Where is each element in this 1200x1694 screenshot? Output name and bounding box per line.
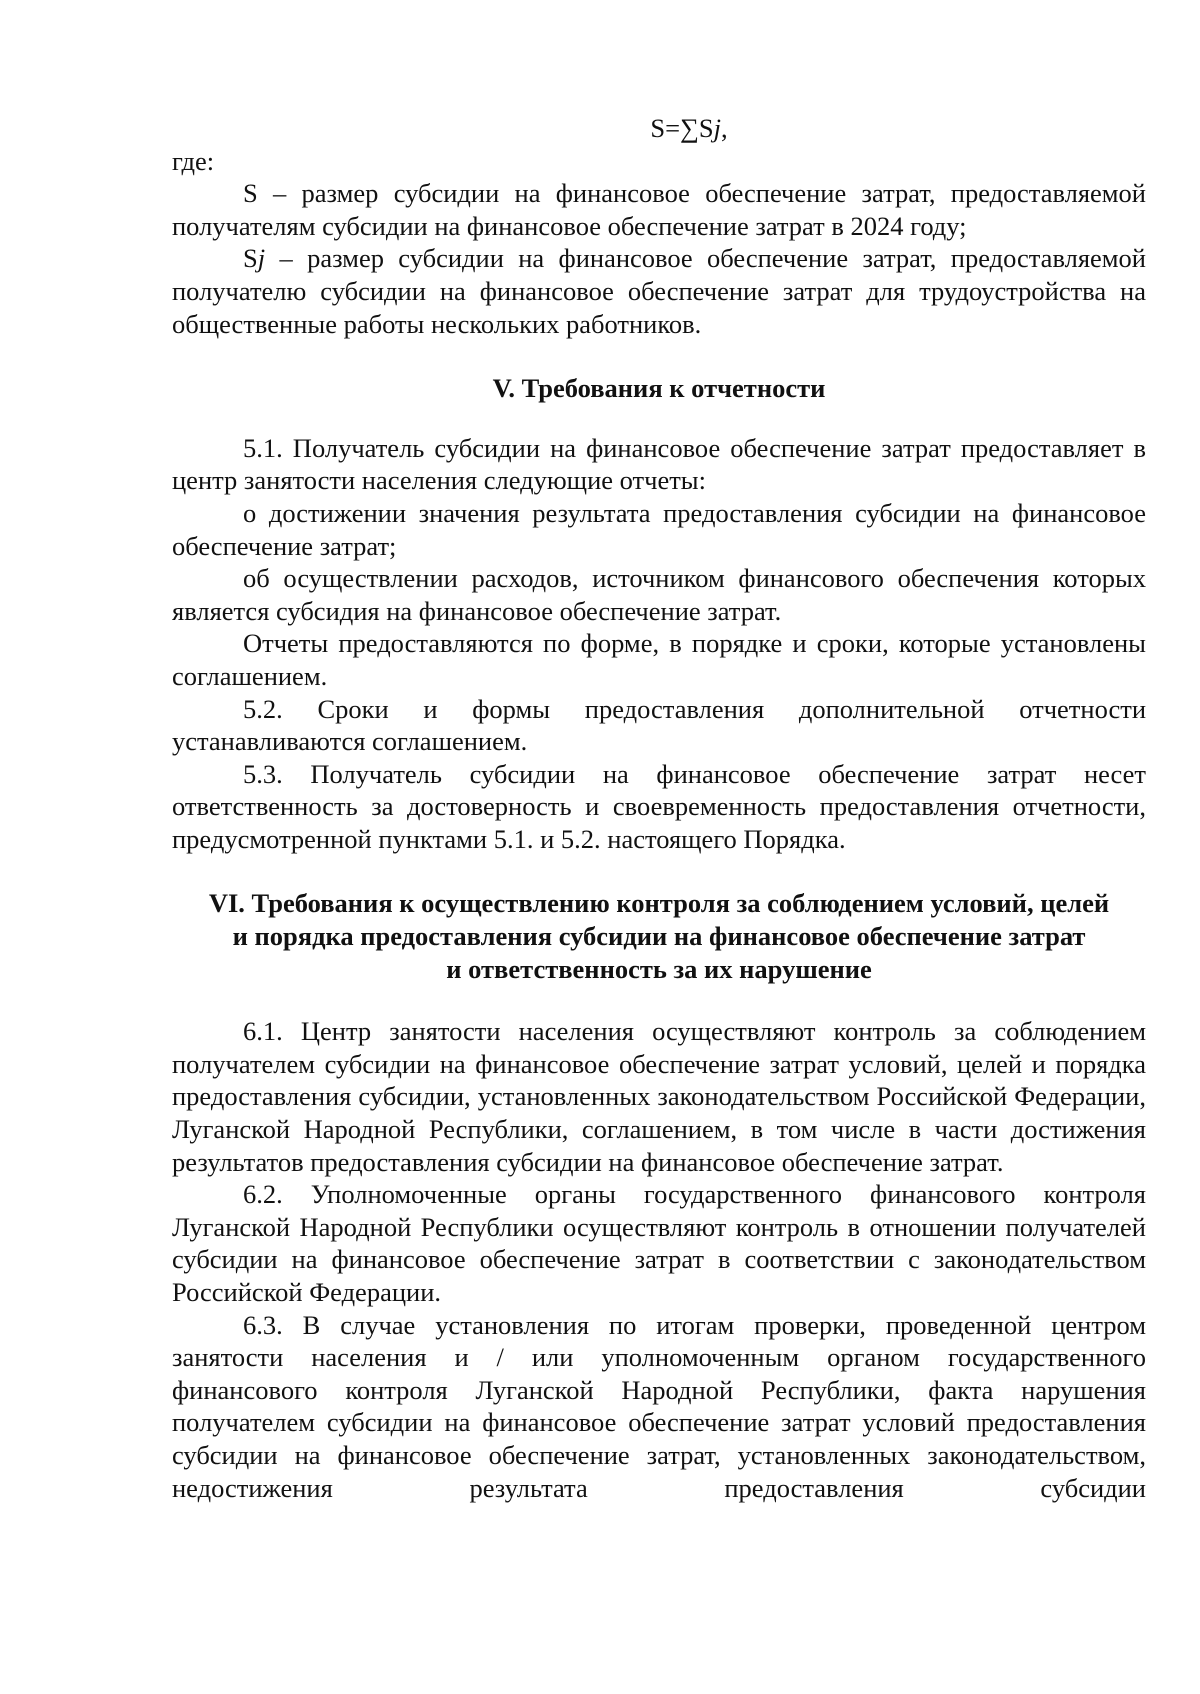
reports-note: Отчеты предоставляются по форме, в порядке и сроки, которые установлены соглашением. (172, 628, 1146, 691)
section-6-heading-line-3: и ответственность за их нарушение (446, 953, 872, 984)
definition-sj-symbol: S (243, 243, 258, 274)
definition-sj-index: j (257, 243, 266, 274)
formula-index-var: j (713, 113, 722, 143)
formula-suffix: , (721, 113, 728, 143)
section-6-heading-line-1: VI. Требования к осуществлению контроля за соблюдением условий, целей (208, 888, 1110, 919)
paragraph-5-1: 5.1. Получатель субсидии на финансовое обеспечение затрат предоставляет в центр занятости населения следующие отчеты: (172, 432, 1146, 496)
definition-sj-text: – размер субсидии на финансовое обеспечение затрат, предоставляемой получателю субсидии на финансовое обеспечение затрат для трудоустройства на общественные работы нескольких работников. (172, 243, 1146, 339)
section-5-heading: V. Требования к отчетности (492, 373, 826, 404)
section-6-heading-line-2: и порядка предоставления субсидии на финансовое обеспечение затрат (232, 921, 1086, 952)
where-label: где: (172, 145, 215, 176)
paragraph-6-2: 6.2. Уполномоченные органы государственного финансового контроля Луганской Народной Республики осуществляют контроль в отношении получателей субсидии на финансовое обеспечение затрат в соответствии с законодательством Российской Федерации. (172, 1179, 1146, 1307)
page-content (172, 112, 1146, 1504)
paragraph-6-3: 6.3. В случае установления по итогам проверки, проведенной центром занятости населения и / или уполномоченным органом государственного финансового контроля Луганской Народной Республики, факта нарушения получателем субсидии на финансовое обеспечение затрат условий предоставления субсидии на финансовое обеспечение затрат, установленных законодательством, недостижения результата предоставления субсидии (172, 1309, 1146, 1503)
paragraph-5-2: 5.2. Сроки и формы предоставления дополнительной отчетности устанавливаются соглашением. (172, 693, 1146, 757)
report-item-expenses: об осуществлении расходов, источником финансового обеспечения которых является субсидия на финансовое обеспечение затрат. (172, 563, 1146, 626)
definition-s: S – размер субсидии на финансовое обеспечение затрат, предоставляемой получателям субсидии на финансовое обеспечение затрат в 2024 году; (172, 178, 1146, 241)
paragraph-6-1: 6.1. Центр занятости населения осуществляют контроль за соблюдением получателем субсидии на финансовое обеспечение затрат условий, целей и порядка предоставления субсидии, установленных законодательством Российской Федерации, Луганской Народной Республики, соглашением, в том числе в части достижения результатов предоставления субсидии на финансовое обеспечение затрат. (172, 1016, 1146, 1177)
sum-formula (172, 112, 1146, 145)
definition-sj (172, 242, 1146, 340)
report-item-achievement: о достижении значения результата предоставления субсидии на финансовое обеспечение затрат; (172, 497, 1146, 561)
section-6-heading (172, 887, 1146, 985)
paragraph-5-3: 5.3. Получатель субсидии на финансовое обеспечение затрат несет ответственность за достоверность и своевременность предоставления отчетности, предусмотренной пунктами 5.1. и 5.2. настоящего Порядка. (172, 758, 1146, 854)
formula-prefix: S=∑S (650, 113, 714, 143)
